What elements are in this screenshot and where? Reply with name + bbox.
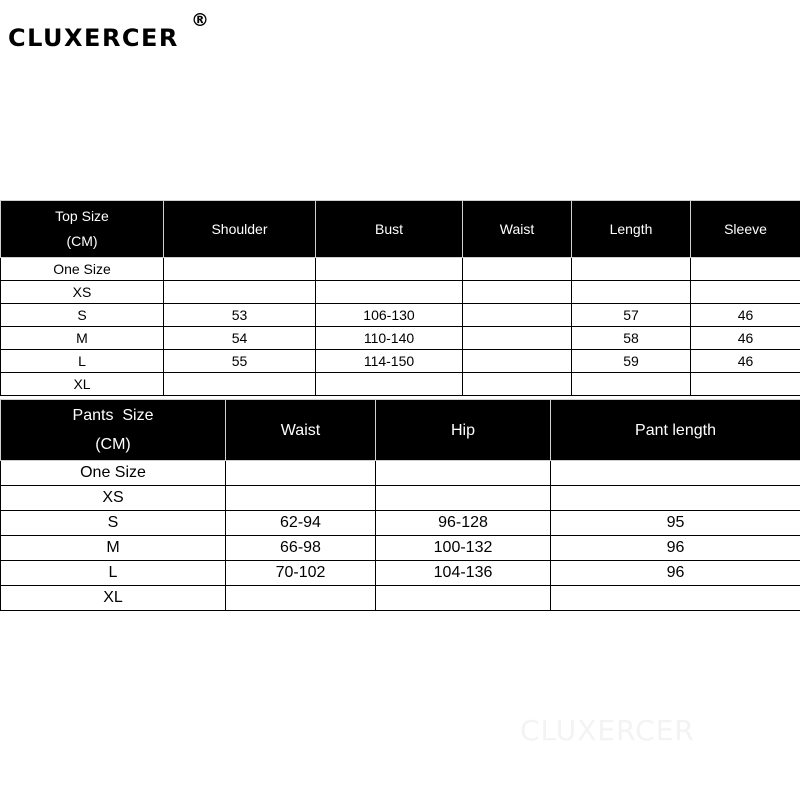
column-header: Shoulder bbox=[164, 201, 316, 258]
table-row bbox=[1, 561, 800, 586]
size-label: One Size bbox=[1, 461, 226, 486]
measurement-cell bbox=[572, 281, 691, 304]
size-header-unit: (CM) bbox=[95, 436, 131, 453]
size-column-header bbox=[1, 201, 164, 258]
measurement-cell: 106-130 bbox=[316, 304, 463, 327]
measurement-cell: 70-102 bbox=[226, 561, 376, 586]
measurement-cell: 104-136 bbox=[376, 561, 551, 586]
size-label: S bbox=[1, 511, 226, 536]
measurement-cell: 55 bbox=[164, 350, 316, 373]
measurement-cell bbox=[376, 586, 551, 611]
brand-logo: CLUXERCER bbox=[8, 24, 179, 52]
measurement-cell: 53 bbox=[164, 304, 316, 327]
measurement-cell: 96 bbox=[551, 536, 800, 561]
measurement-cell: 46 bbox=[691, 350, 800, 373]
measurement-cell: 96-128 bbox=[376, 511, 551, 536]
size-label: L bbox=[1, 561, 226, 586]
measurement-cell bbox=[691, 373, 800, 396]
measurement-cell bbox=[551, 461, 800, 486]
measurement-cell: 57 bbox=[572, 304, 691, 327]
table-header-row bbox=[1, 201, 800, 258]
measurement-cell bbox=[691, 281, 800, 304]
pants-size-table bbox=[0, 399, 800, 611]
measurement-cell bbox=[226, 486, 376, 511]
measurement-cell bbox=[463, 327, 572, 350]
measurement-cell: 62-94 bbox=[226, 511, 376, 536]
measurement-cell bbox=[463, 281, 572, 304]
measurement-cell bbox=[164, 281, 316, 304]
table-row bbox=[1, 281, 800, 304]
measurement-cell bbox=[376, 486, 551, 511]
table-row bbox=[1, 373, 800, 396]
measurement-cell: 54 bbox=[164, 327, 316, 350]
size-label: XL bbox=[1, 586, 226, 611]
watermark: CLUXERCER bbox=[520, 714, 695, 747]
measurement-cell: 59 bbox=[572, 350, 691, 373]
measurement-cell: 46 bbox=[691, 304, 800, 327]
measurement-cell bbox=[316, 258, 463, 281]
measurement-cell: 46 bbox=[691, 327, 800, 350]
size-label: M bbox=[1, 327, 164, 350]
column-header: Bust bbox=[316, 201, 463, 258]
size-label: XS bbox=[1, 486, 226, 511]
measurement-cell bbox=[691, 258, 800, 281]
size-header-title: Top Size bbox=[55, 208, 109, 224]
table-row bbox=[1, 586, 800, 611]
table-header-row bbox=[1, 400, 800, 461]
table-row bbox=[1, 304, 800, 327]
column-header: Sleeve bbox=[691, 201, 800, 258]
measurement-cell: 96 bbox=[551, 561, 800, 586]
measurement-cell bbox=[551, 486, 800, 511]
top-size-table bbox=[0, 200, 800, 396]
column-header: Pant length bbox=[551, 400, 800, 461]
measurement-cell: 66-98 bbox=[226, 536, 376, 561]
measurement-cell bbox=[376, 461, 551, 486]
table-body bbox=[1, 461, 800, 611]
size-header-unit: (CM) bbox=[66, 233, 98, 249]
measurement-cell bbox=[463, 304, 572, 327]
measurement-cell: 100-132 bbox=[376, 536, 551, 561]
table-row bbox=[1, 327, 800, 350]
size-label: XS bbox=[1, 281, 164, 304]
size-column-header bbox=[1, 400, 226, 461]
column-header: Hip bbox=[376, 400, 551, 461]
registered-mark: ® bbox=[191, 10, 209, 31]
measurement-cell bbox=[572, 258, 691, 281]
table-row bbox=[1, 258, 800, 281]
measurement-cell: 58 bbox=[572, 327, 691, 350]
table-row bbox=[1, 536, 800, 561]
measurement-cell bbox=[551, 586, 800, 611]
table-row bbox=[1, 350, 800, 373]
table-row bbox=[1, 461, 800, 486]
measurement-cell bbox=[226, 461, 376, 486]
measurement-cell: 110-140 bbox=[316, 327, 463, 350]
size-label: M bbox=[1, 536, 226, 561]
size-label: XL bbox=[1, 373, 164, 396]
size-label: One Size bbox=[1, 258, 164, 281]
table-row bbox=[1, 511, 800, 536]
measurement-cell bbox=[164, 258, 316, 281]
measurement-cell bbox=[164, 373, 316, 396]
column-header: Waist bbox=[463, 201, 572, 258]
measurement-cell bbox=[572, 373, 691, 396]
measurement-cell bbox=[463, 350, 572, 373]
column-header: Length bbox=[572, 201, 691, 258]
measurement-cell bbox=[226, 586, 376, 611]
size-label: L bbox=[1, 350, 164, 373]
measurement-cell bbox=[463, 373, 572, 396]
measurement-cell bbox=[316, 373, 463, 396]
measurement-cell: 95 bbox=[551, 511, 800, 536]
measurement-cell bbox=[316, 281, 463, 304]
table-body bbox=[1, 258, 800, 396]
table-row bbox=[1, 486, 800, 511]
size-header-title: Pants Size bbox=[72, 407, 154, 424]
size-label: S bbox=[1, 304, 164, 327]
column-header: Waist bbox=[226, 400, 376, 461]
measurement-cell bbox=[463, 258, 572, 281]
measurement-cell: 114-150 bbox=[316, 350, 463, 373]
